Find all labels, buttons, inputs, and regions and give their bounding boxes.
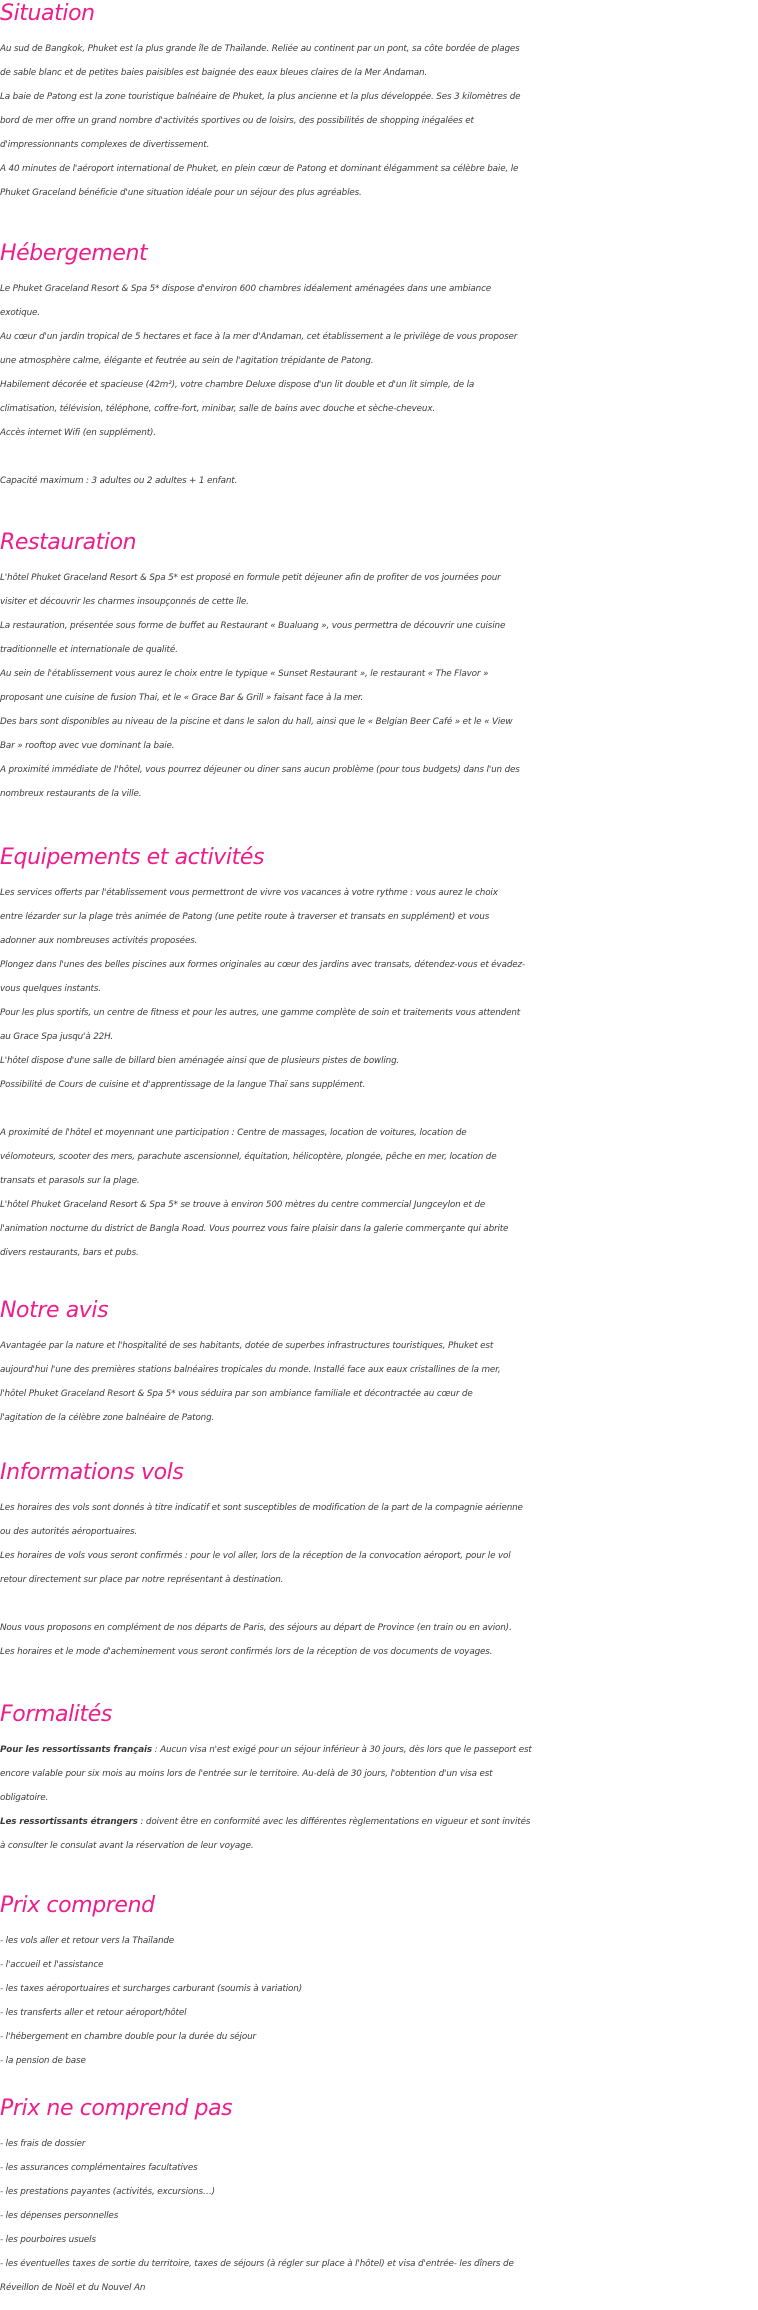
text-line: bord de mer offre un grand nombre d'activités sportives ou de loisirs, des possibilités de shopping inégalées et [0,116,474,126]
section-vols [0,1459,758,1664]
text-line: - les dépenses personnelles [0,2211,119,2221]
text-line: Phuket Graceland bénéficie d'une situation idéale pour un séjour des plus agréables. [0,188,362,198]
text-line: - les vols aller et retour vers la Thaïlande [0,1936,175,1946]
text-line: - les transferts aller et retour aéroport/hôtel [0,2008,187,2018]
text-line: La baie de Patong est la zone touristique balnéaire de Phuket, la plus ancienne et la plus développée. Ses 3 kilomètres de [0,92,521,102]
text-line: - les pourboires usuels [0,2235,96,2245]
text-line: A proximité de l'hôtel et moyennant une participation : Centre de massages, location de voitures, location de [0,1128,467,1138]
text-line: retour directement sur place par notre représentant à destination. [0,1575,284,1585]
text-line: obligatoire. [0,1793,49,1803]
text-line: - les éventuelles taxes de sortie du territoire, taxes de séjours (à régler sur place à l'hôtel) et visa d'entrée- les dîners de [0,2259,514,2269]
text-line: d'impressionnants complexes de divertissement. [0,140,210,150]
section-body [0,1929,758,2073]
text-line: vous quelques instants. [0,984,101,994]
section-heading: Equipements et activités [0,845,265,870]
text-line: - l'accueil et l'assistance [0,1960,104,1970]
text-line: transats et parasols sur la plage. [0,1176,140,1186]
section-heading: Formalités [0,1702,112,1727]
text-line [0,1738,758,1762]
section-heading: Situation [0,1,95,26]
text-line: Les services offerts par l'établissement vous permettront de vivre vos vacances à votre rythme : vous aurez le choix [0,888,498,898]
text-line: proposant une cuisine de fusion Thai, et le « Grace Bar & Grill » faisant face à la mer. [0,693,364,703]
section-heading: Prix ne comprend pas [0,2096,233,2121]
text-line: Possibilité de Cours de cuisine et d'apprentissage de la langue Thaï sans supplément. [0,1080,366,1090]
text-line: adonner aux nombreuses activités proposées. [0,936,198,946]
section-heading: Notre avis [0,1298,109,1323]
section-body [0,1496,758,1664]
text-line: Bar » rooftop avec vue dominant la baie. [0,741,175,751]
text-line: l'hôtel Phuket Graceland Resort & Spa 5* vous séduira par son ambiance familiale et décontractée au cœur de [0,1389,473,1399]
section-body [0,277,758,493]
line-text: : Aucun visa n'est exigé pour un séjour inférieur à 30 jours, dès lors que le passeport est [151,1745,532,1755]
section-restauration [0,529,758,806]
section-prix-comprend [0,1892,758,2073]
text-line: divers restaurants, bars et pubs. [0,1248,139,1258]
text-line: encore valable pour six mois au moins lors de l'entrée sur le territoire. Au-delà de 30 jours, l'obtention d'un visa est [0,1769,493,1779]
section-body [0,1738,758,1858]
section-heading: Restauration [0,530,137,555]
text-line: traditionnelle et internationale de qualité. [0,645,178,655]
section-heading: Informations vols [0,1460,184,1485]
text-line: Les horaires de vols vous seront confirmés : pour le vol aller, lors de la réception de la convocation aéroport, pour le vol [0,1551,511,1561]
text-line: à consulter le consulat avant la réservation de leur voyage. [0,1841,254,1851]
text-line: visiter et découvrir les charmes insoupçonnés de cette île. [0,597,249,607]
bold-label: Pour les ressortissants français [0,1745,152,1755]
text-line: A 40 minutes de l'aéroport international de Phuket, en plein cœur de Patong et dominant élégamment sa célèbre baie, le [0,164,519,174]
text-line: Réveillon de Noël et du Nouvel An [0,2283,146,2293]
text-line: aujourd'hui l'une des premières stations balnéaires tropicales du monde. Installé face aux eaux cristallines de la mer, [0,1365,501,1375]
text-line: Au sud de Bangkok, Phuket est la plus grande île de Thaïlande. Reliée au continent par un pont, sa côte bordée de plages [0,44,520,54]
blank-line [0,1097,758,1121]
section-heading: Hébergement [0,241,148,266]
section-body [0,881,758,1265]
section-body [0,2132,758,2300]
section-body [0,1334,758,1430]
section-heading: Prix comprend [0,1893,155,1918]
section-avis [0,1297,758,1430]
text-line: - les assurances complémentaires facultatives [0,2163,198,2173]
text-line: Habilement décorée et spacieuse (42m²), votre chambre Deluxe dispose d'un lit double et d'un lit simple, de la [0,380,475,390]
text-line: Avantagée par la nature et l'hospitalité de ses habitants, dotée de superbes infrastructures touristiques, Phuket est [0,1341,494,1351]
text-line: au Grace Spa jusqu'à 22H. [0,1032,114,1042]
text-line: Accès internet Wifi (en supplément). [0,428,156,438]
text-line: - l'hébergement en chambre double pour la durée du séjour [0,2032,256,2042]
text-line: L'hôtel Phuket Graceland Resort & Spa 5* est proposé en formule petit déjeuner afin de profiter de vos journées pour [0,573,501,583]
text-line: - la pension de base [0,2056,86,2066]
text-line: La restauration, présentée sous forme de buffet au Restaurant « Bualuang », vous permettra de découvrir une cuisine [0,621,506,631]
text-line: l'animation nocturne du district de Bangla Road. Vous pourrez vous faire plaisir dans la galerie commerçante qui abrite [0,1224,509,1234]
blank-line [0,1592,758,1616]
blank-line [0,445,758,469]
section-hebergement [0,240,758,493]
text-line: Les horaires des vols sont donnés à titre indicatif et sont susceptibles de modification de la part de la compagnie aérienne [0,1503,523,1513]
line-text: : doivent être en conformité avec les différentes règlementations en vigueur et sont invités [137,1817,531,1827]
text-line: Les horaires et le mode d'acheminement vous seront confirmés lors de la réception de vos documents de voyages. [0,1647,493,1657]
text-line: - les prestations payantes (activités, excursions…) [0,2187,215,2197]
text-line: exotique. [0,308,40,318]
text-line: L'hôtel Phuket Graceland Resort & Spa 5* se trouve à environ 500 mètres du centre commercial Jungceylon et de [0,1200,486,1210]
text-line: l'agitation de la célèbre zone balnéaire de Patong. [0,1413,215,1423]
text-line: Le Phuket Graceland Resort & Spa 5* dispose d'environ 600 chambres idéalement aménagées dans une ambiance [0,284,492,294]
section-formalites [0,1701,758,1858]
text-line: Au cœur d'un jardin tropical de 5 hectares et face à la mer d'Andaman, cet établissement a le privilège de vous proposer [0,332,518,342]
section-equipements [0,844,758,1265]
bold-label: Les ressortissants étrangers [0,1817,138,1827]
text-line: une atmosphère calme, élégante et feutrée au sein de l'agitation trépidante de Patong. [0,356,374,366]
text-line: Nous vous proposons en complément de nos départs de Paris, des séjours au départ de Province (en train ou en avion). [0,1623,512,1633]
text-line: de sable blanc et de petites baies paisibles est baignée des eaux bleues claires de la Mer Andaman. [0,68,428,78]
text-line: vélomoteurs, scooter des mers, parachute ascensionnel, équitation, hélicoptère, plongée, pêche en mer, location de [0,1152,497,1162]
text-line: entre lézarder sur la plage très animée de Patong (une petite route à traverser et transats en supplément) et vous [0,912,490,922]
text-line: Des bars sont disponibles au niveau de la piscine et dans le salon du hall, ainsi que le « Belgian Beer Café » et le « View [0,717,513,727]
text-line: A proximité immédiate de l'hôtel, vous pourrez déjeuner ou diner sans aucun problème (pour tous budgets) dans l'un des [0,765,520,775]
text-line: Pour les plus sportifs, un centre de fitness et pour les autres, une gamme complète de soin et traitements vous attendent [0,1008,521,1018]
text-line: - les taxes aéroportuaires et surcharges carburant (soumis à variation) [0,1984,302,1994]
text-line: - les frais de dossier [0,2139,86,2149]
text-line: climatisation, télévision, téléphone, coffre-fort, minibar, salle de bains avec douche et sèche-cheveux. [0,404,436,414]
text-line [0,1810,758,1834]
section-prix-ne-comprend-pas [0,2095,758,2300]
text-line: L'hôtel dispose d'une salle de billard bien aménagée ainsi que de plusieurs pistes de bowling. [0,1056,400,1066]
section-situation [0,0,758,205]
text-line: Plongez dans l'unes des belles piscines aux formes originales au cœur des jardins avec transats, détendez-vous et évadez- [0,960,526,970]
section-body [0,566,758,806]
text-line: nombreux restaurants de la ville. [0,789,142,799]
text-line: ou des autorités aéroportuaires. [0,1527,138,1537]
text-line: Au sein de l'établissement vous aurez le choix entre le typique « Sunset Restaurant », le restaurant « The Flavor » [0,669,489,679]
section-body [0,37,758,205]
text-line: Capacité maximum : 3 adultes ou 2 adultes + 1 enfant. [0,476,238,486]
